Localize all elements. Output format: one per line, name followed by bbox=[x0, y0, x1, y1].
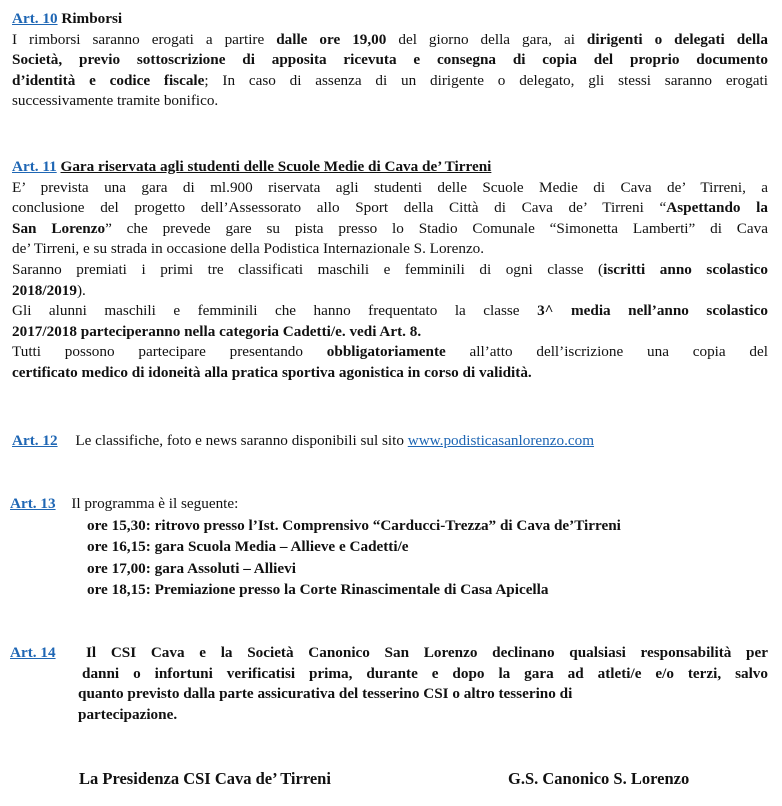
art-10-title: Rimborsi bbox=[61, 10, 123, 27]
article-13 bbox=[10, 494, 766, 515]
art-13-intro: Il programma è il seguente: bbox=[71, 495, 239, 512]
art-11-title: Gara riservata agli studenti delle Scuole Medie di Cava de’ Tirreni bbox=[60, 158, 492, 175]
art-10-line-1: I rimborsi saranno erogati a partire dalle ore 19,00 del giorno della gara, ai dirigenti o delegati della bbox=[12, 30, 768, 48]
signature-right: G.S. Canonico S. Lorenzo bbox=[508, 769, 690, 788]
art-11-line-1: E’ prevista una gara di ml.900 riservata agli studenti delle Scuole Medie di Cava de’ Tirreni, a bbox=[12, 178, 768, 196]
art-14-line-4: partecipazione. bbox=[78, 705, 178, 723]
art-11-line-7: Gli alunni maschili e femminili che hanno frequentato la classe 3^ media nell’anno scolastico bbox=[12, 302, 768, 320]
article-12 bbox=[12, 431, 768, 452]
art-10-line-4: successivamente tramite bonifico. bbox=[12, 92, 219, 110]
art-11-line-8: 2017/2018 parteciperanno nella categoria Cadetti/e. vedi Art. 8. bbox=[12, 322, 422, 340]
art-10-label: Art. 10 bbox=[12, 10, 58, 27]
art-14-line-3: quanto previsto dalla parte assicurativa del tesserino CSI o altro tesserino di bbox=[78, 685, 573, 703]
art-11-line-2: conclusione del progetto dell’Assessorato allo Sport della Città di Cava de’ Tirreni “Aspettando la bbox=[12, 199, 768, 217]
art-11-label: Art. 11 bbox=[12, 158, 57, 175]
program-item: ore 16,15: gara Scuola Media – Allieve e Cadetti/e bbox=[87, 538, 409, 556]
art-11-line-10: certificato medico di idoneità alla pratica sportiva agonistica in corso di validità. bbox=[12, 363, 532, 381]
program-item: ore 18,15: Premiazione presso la Corte Rinascimentale di Casa Apicella bbox=[87, 580, 549, 598]
art-11-line-6: 2018/2019). bbox=[12, 281, 86, 299]
article-14 bbox=[78, 643, 768, 725]
program-item: ore 17,00: gara Assoluti – Allievi bbox=[87, 559, 296, 577]
signature-left: La Presidenza CSI Cava de’ Tirreni bbox=[79, 769, 331, 788]
art-12-label: Art. 12 bbox=[12, 432, 58, 449]
program-item: ore 15,30: ritrovo presso l’Ist. Comprensivo “Carducci-Trezza” di Cava de’Tirreni bbox=[87, 517, 621, 534]
art-11-line-9: Tutti possono partecipare presentando obbligatoriamente all’atto dell’iscrizione una copia del bbox=[12, 343, 768, 361]
art-11-line-5: Saranno premiati i primi tre classificati maschili e femminili di ogni classe (iscritti anno scolastico bbox=[12, 260, 769, 278]
article-10 bbox=[12, 9, 768, 112]
art-12-text: Le classifiche, foto e news saranno disponibili sul sito bbox=[75, 432, 408, 449]
art-10-line-3: d’identità e codice fiscale; In caso di assenza di un dirigente o delegato, gli stessi saranno erogati bbox=[12, 71, 768, 89]
art-14-line-2: danni o infortuni verificatisi prima, durante e dopo la gara ad atleti/e e/o terzi, salvo bbox=[82, 664, 768, 682]
art-10-line-2: Società, previo sottoscrizione di apposita ricevuta e consegna di copia del proprio documento bbox=[12, 51, 768, 69]
article-14-label-wrap bbox=[10, 643, 56, 664]
art-13-label: Art. 13 bbox=[10, 495, 56, 512]
art-14-label: Art. 14 bbox=[10, 644, 56, 661]
art-11-line-3: San Lorenzo” che prevede gare su pista presso lo Stadio Comunale “Simonetta Lamberti” di Cava bbox=[12, 219, 769, 237]
program-list bbox=[87, 515, 621, 600]
article-11 bbox=[12, 157, 768, 384]
website-link[interactable]: www.podisticasanlorenzo.com bbox=[407, 432, 595, 449]
art-14-line-1: Il CSI Cava e la Società Canonico San Lorenzo declinano qualsiasi responsabilità per bbox=[86, 644, 768, 661]
art-11-line-4: de’ Tirreni, e su strada in occasione della Podistica Internazionale S. Lorenzo. bbox=[12, 240, 485, 258]
